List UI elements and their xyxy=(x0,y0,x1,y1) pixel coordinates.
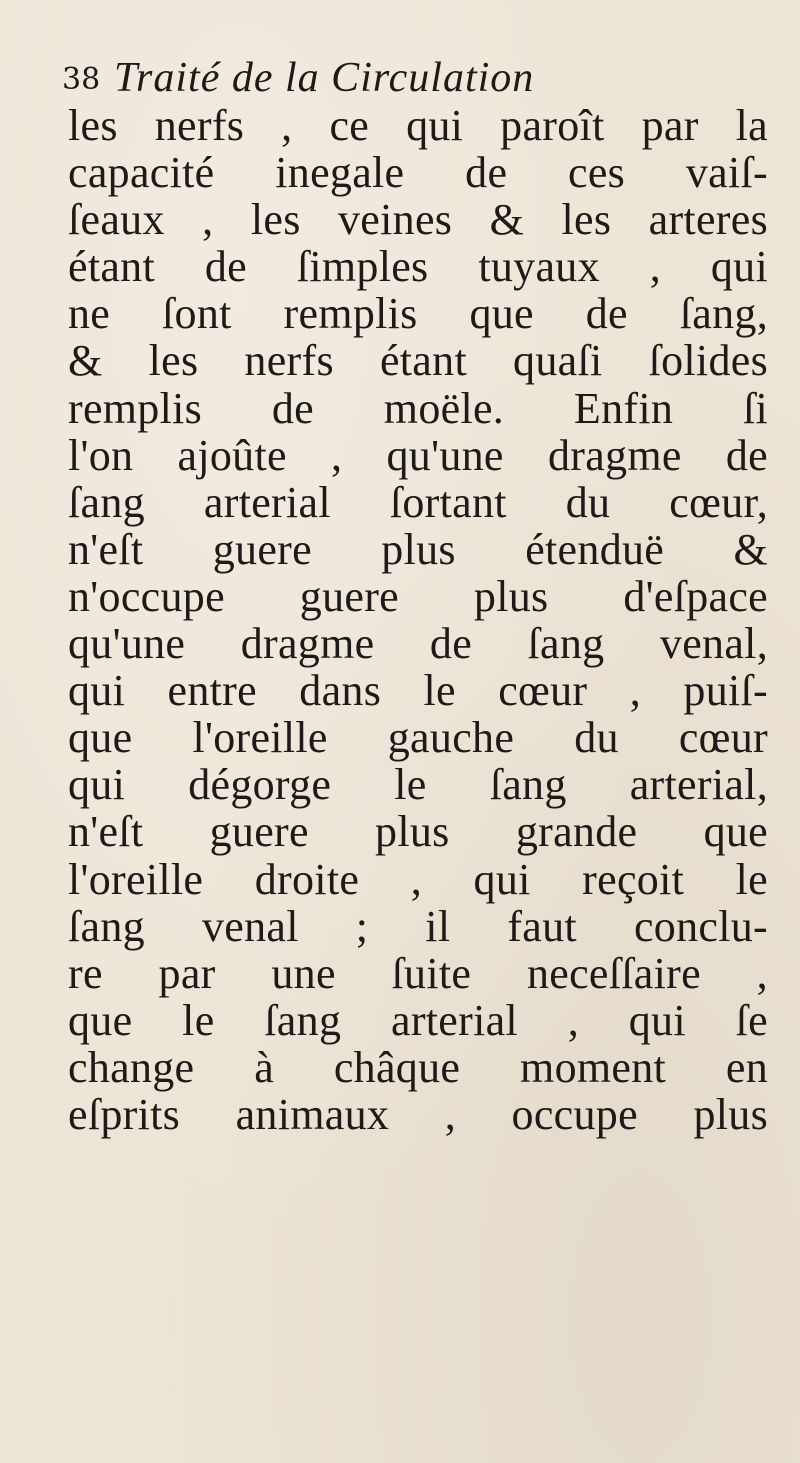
text-line: capacité inegale de ces vaiſ- xyxy=(68,148,768,198)
text-line: qu'une dragme de ſang venal, xyxy=(68,619,768,669)
text-line: ſang arterial ſortant du cœur, xyxy=(68,477,768,527)
text-line: les nerfs , ce qui paroît par la xyxy=(68,101,768,150)
text-line: n'eſt guere plus étenduë & xyxy=(68,524,768,574)
text-line: n'occupe guere plus d'eſpace xyxy=(68,571,768,621)
page-number: 38 xyxy=(62,62,101,97)
text-line: change à châque moment en xyxy=(68,1042,768,1092)
text-line: ſang venal ; il faut conclu- xyxy=(68,901,768,951)
page-header xyxy=(62,56,762,100)
text-line: l'oreille droite , qui reçoit le xyxy=(68,854,768,904)
text-line: que le ſang arterial , qui ſe xyxy=(68,995,768,1045)
text-line: étant de ſimples tuyaux , qui xyxy=(68,242,768,292)
text-line: que l'oreille gauche du cœur xyxy=(68,713,768,763)
text-line: ne ſont remplis que de ſang, xyxy=(68,289,768,339)
text-line: remplis de moële. Enfin ſi xyxy=(68,383,768,433)
text-line: qui entre dans le cœur , puiſ- xyxy=(68,666,768,716)
text-line: n'eſt guere plus grande que xyxy=(68,807,768,857)
text-line: & les nerfs étant quaſi ſolides xyxy=(68,336,768,386)
running-title: Traité de la Circulation xyxy=(114,55,535,101)
body-text xyxy=(68,102,768,1138)
text-line: l'on ajoûte , qu'une dragme de xyxy=(68,430,768,480)
text-line: re par une ſuite neceſſaire , xyxy=(68,948,768,998)
text-line: qui dégorge le ſang arterial, xyxy=(68,760,768,810)
text-line: eſprits animaux , occupe plus xyxy=(68,1089,768,1139)
text-line: ſeaux , les veines & les arteres xyxy=(68,195,768,245)
